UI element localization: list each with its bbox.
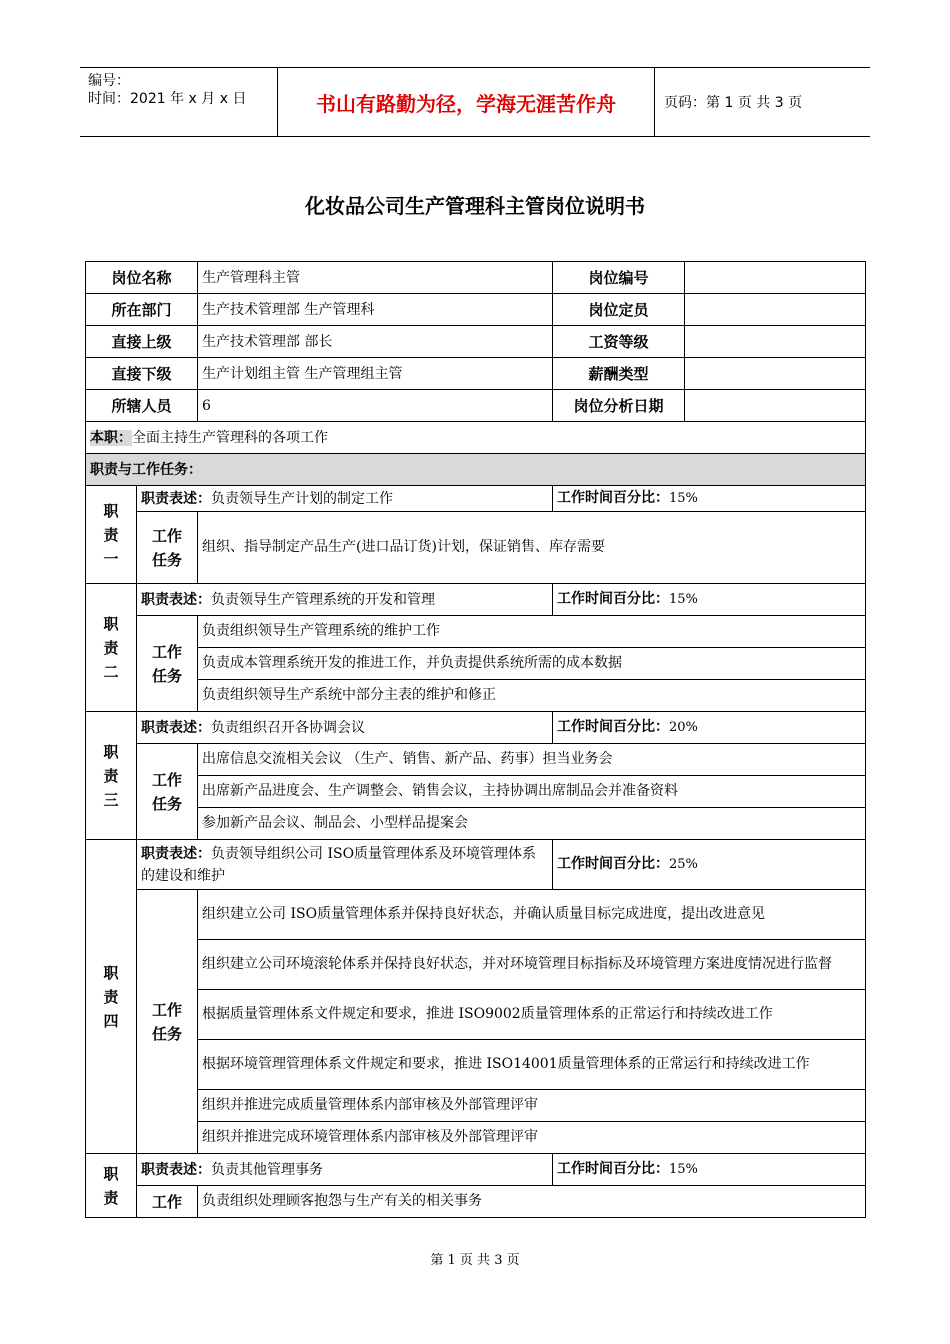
field-label: 所辖人员 <box>86 390 198 422</box>
task-row <box>86 1090 866 1122</box>
task-label: 工作 <box>137 1186 198 1218</box>
task-item: 负责成本管理系统开发的推进工作，并负责提供系统所需的成本数据 <box>198 648 866 680</box>
field-label: 直接上级 <box>86 326 198 358</box>
field-value <box>685 262 866 294</box>
duty-name-text: 职责二 <box>103 614 119 681</box>
duty-name <box>86 584 137 712</box>
duty-name <box>86 1154 137 1218</box>
duty-statement-row <box>86 840 866 890</box>
time-percent: 工作时间百分比：20% <box>553 712 866 744</box>
basic-row <box>86 326 866 358</box>
number-label: 编号： <box>88 73 130 89</box>
field-value: 生产管理科主管 <box>198 262 553 294</box>
field-value: 6 <box>198 390 553 422</box>
task-label: 工作任务 <box>137 512 198 584</box>
duty-statement-row <box>86 486 866 512</box>
field-value: 生产技术管理部 部长 <box>198 326 553 358</box>
task-row <box>86 808 866 840</box>
duty-statement: 职责表述：负责领导生产管理系统的开发和管理 <box>137 584 553 616</box>
time-percent: 工作时间百分比：25% <box>553 840 866 890</box>
field-label: 直接下级 <box>86 358 198 390</box>
basic-info <box>86 262 866 422</box>
duty-statement-row <box>86 584 866 616</box>
task-item: 负责组织领导生产系统中部分主表的维护和修正 <box>198 680 866 712</box>
task-row <box>86 940 866 990</box>
duty-main-cell <box>86 422 866 454</box>
task-item: 出席信息交流相关会议 （生产、销售、新产品、药事）担当业务会 <box>198 744 866 776</box>
duty-statement-row <box>86 712 866 744</box>
task-item: 组织建立公司环境滚轮体系并保持良好状态，并对环境管理目标指标及环境管理方案进度情况进行监督 <box>198 940 866 990</box>
field-label: 岗位名称 <box>86 262 198 294</box>
duties-header-row <box>86 454 866 486</box>
task-row <box>86 776 866 808</box>
field-value: 生产计划组主管 生产管理组主管 <box>198 358 553 390</box>
basic-row <box>86 358 866 390</box>
duties-list <box>86 486 866 1218</box>
task-item: 组织并推进完成质量管理体系内部审核及外部管理评审 <box>198 1090 866 1122</box>
time-percent: 工作时间百分比：15% <box>553 486 866 512</box>
basic-row <box>86 294 866 326</box>
duty-name-text: 职责一 <box>103 501 119 568</box>
duty-main-label: 本职： <box>90 429 132 446</box>
field-label: 岗位编号 <box>553 262 685 294</box>
task-item: 参加新产品会议、制品会、小型样品提案会 <box>198 808 866 840</box>
field-value: 生产技术管理部 生产管理科 <box>198 294 553 326</box>
task-label: 工作任务 <box>137 890 198 1154</box>
duty-statement-row <box>86 1154 866 1186</box>
task-label: 工作任务 <box>137 744 198 840</box>
field-label: 薪酬类型 <box>553 358 685 390</box>
duty-name-text: 职责三 <box>103 742 119 809</box>
task-row <box>86 890 866 940</box>
duties-header: 职责与工作任务： <box>86 454 866 486</box>
task-row <box>86 616 866 648</box>
duty-name-text: 职责 <box>103 1164 119 1207</box>
task-row <box>86 990 866 1040</box>
task-row <box>86 1122 866 1154</box>
field-value <box>685 390 866 422</box>
field-value <box>685 326 866 358</box>
duty-statement: 职责表述：负责组织召开各协调会议 <box>137 712 553 744</box>
task-label: 工作任务 <box>137 616 198 712</box>
task-row <box>86 648 866 680</box>
time-percent: 工作时间百分比：15% <box>553 584 866 616</box>
task-item: 根据环境管理管理体系文件规定和要求，推进 ISO14001质量管理体系的正常运行和持续改进工作 <box>198 1040 866 1090</box>
basic-row <box>86 390 866 422</box>
field-label: 所在部门 <box>86 294 198 326</box>
header-motto: 书山有路勤为径，学海无涯苦作舟 <box>278 68 655 136</box>
duty-name-text: 职责四 <box>103 963 119 1030</box>
task-row <box>86 512 866 584</box>
task-row <box>86 680 866 712</box>
field-value <box>685 294 866 326</box>
task-item: 组织建立公司 ISO质量管理体系并保持良好状态，并确认质量目标完成进度，提出改进意见 <box>198 890 866 940</box>
basic-row <box>86 262 866 294</box>
task-item: 组织并推进完成环境管理体系内部审核及外部管理评审 <box>198 1122 866 1154</box>
duty-main-row <box>86 422 866 454</box>
duty-statement: 职责表述：负责领导组织公司 ISO质量管理体系及环境管理体系的建设和维护 <box>137 840 553 890</box>
field-label: 岗位定员 <box>553 294 685 326</box>
duty-statement: 职责表述：负责领导生产计划的制定工作 <box>137 486 553 512</box>
field-label: 工资等级 <box>553 326 685 358</box>
field-label: 岗位分析日期 <box>553 390 685 422</box>
page-footer: 第 1 页 共 3 页 <box>430 1253 520 1268</box>
page-header <box>80 67 870 137</box>
field-value <box>685 358 866 390</box>
task-row <box>86 1040 866 1090</box>
header-page-info: 页码：第 1 页 共 3 页 <box>664 95 803 111</box>
header-meta <box>80 68 278 136</box>
task-item: 根据质量管理体系文件规定和要求，推进 ISO9002质量管理体系的正常运行和持续改进工作 <box>198 990 866 1040</box>
task-item: 组织、指导制定产品生产(进口品订货)计划，保证销售、库存需要 <box>198 512 866 584</box>
duty-statement: 职责表述：负责其他管理事务 <box>137 1154 553 1186</box>
task-row <box>86 1186 866 1218</box>
document-title: 化妆品公司生产管理科主管岗位说明书 <box>305 194 645 218</box>
task-item: 负责组织处理顾客抱怨与生产有关的相关事务 <box>198 1186 866 1218</box>
time-percent: 工作时间百分比：15% <box>553 1154 866 1186</box>
job-description-table <box>85 261 866 1218</box>
duty-name <box>86 712 137 840</box>
date-label: 时间：2021 年 x 月 x 日 <box>88 91 247 107</box>
duty-name <box>86 486 137 584</box>
duty-name <box>86 840 137 1154</box>
task-item: 负责组织领导生产管理系统的维护工作 <box>198 616 866 648</box>
duty-main-text: 全面主持生产管理科的各项工作 <box>132 429 328 446</box>
task-item: 出席新产品进度会、生产调整会、销售会议，主持协调出席制品会并准备资料 <box>198 776 866 808</box>
task-row <box>86 744 866 776</box>
